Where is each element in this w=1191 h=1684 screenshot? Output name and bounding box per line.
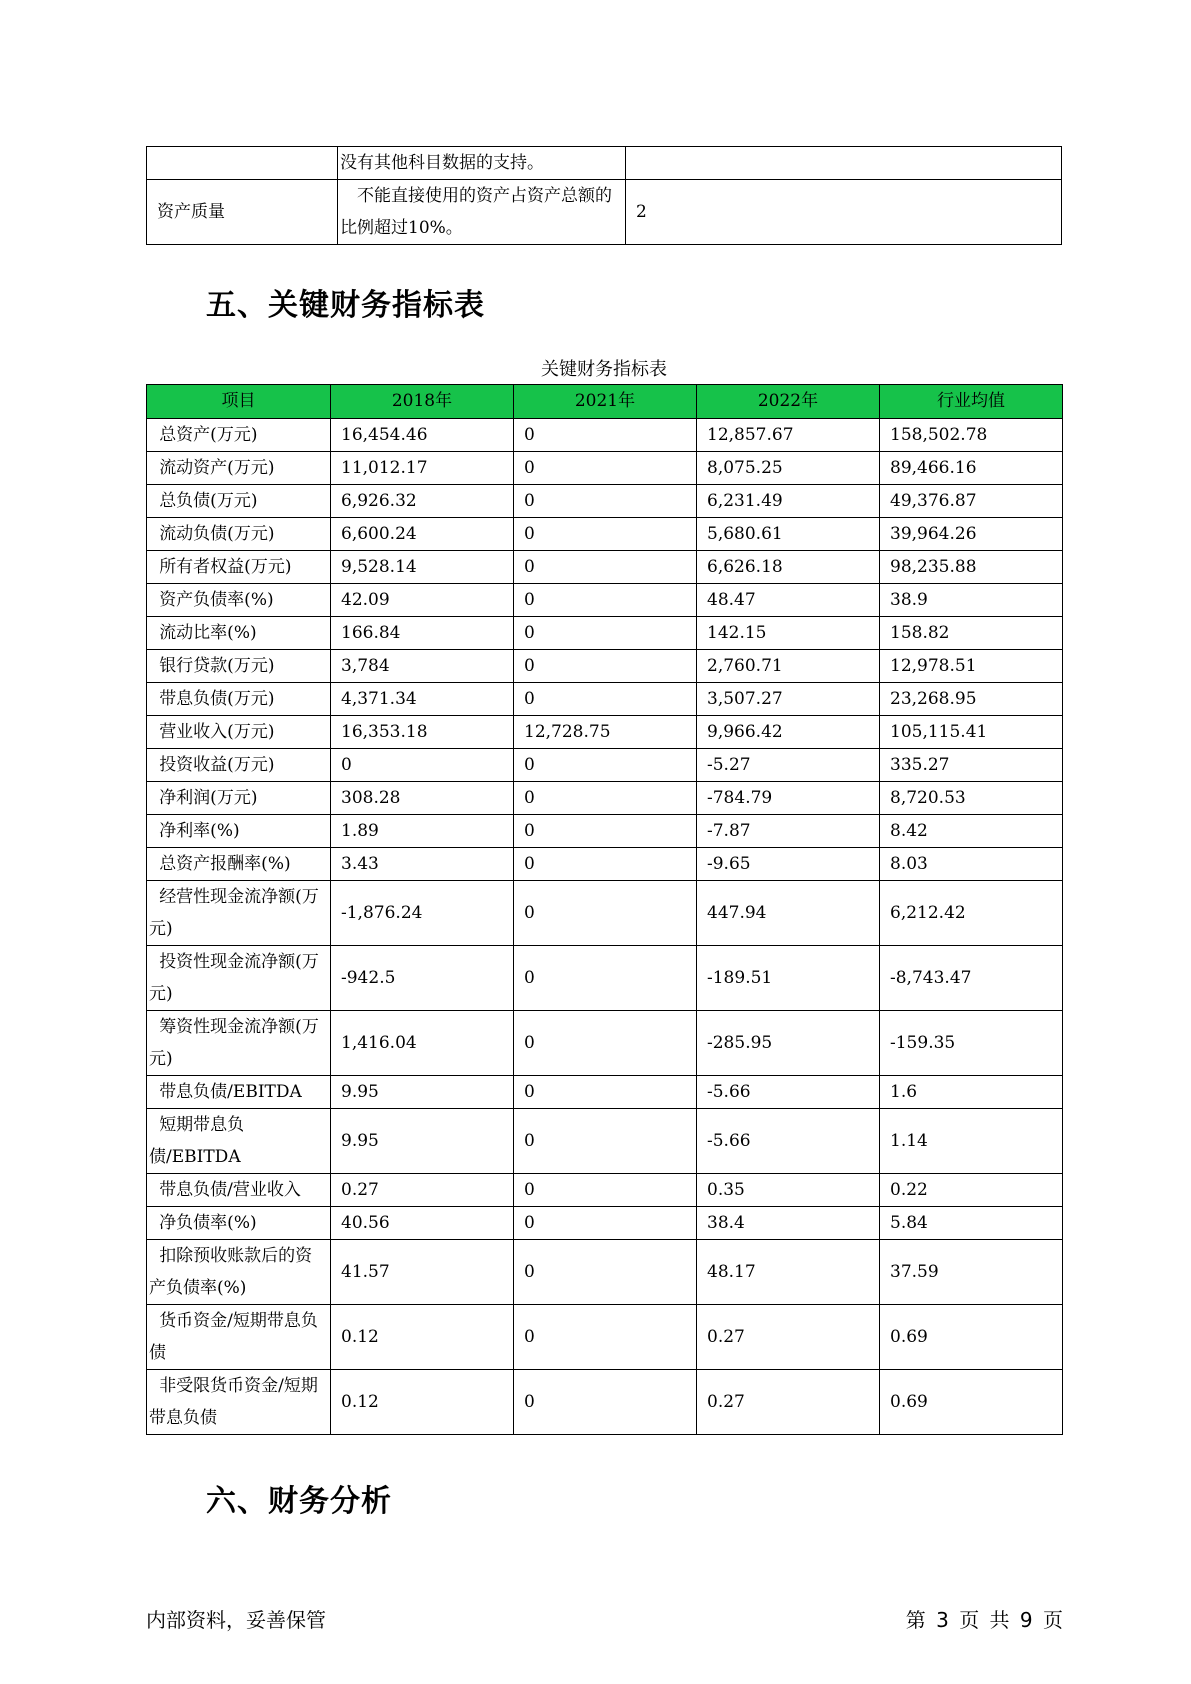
row-label: 扣除预收账款后的资产负债率(%) [147, 1240, 331, 1305]
table-row [147, 1207, 1063, 1240]
table-cell: 41.57 [331, 1240, 514, 1305]
table-row [147, 848, 1063, 881]
row-label: 流动资产(万元) [147, 452, 331, 485]
column-header: 2021年 [514, 385, 697, 419]
table-row [147, 749, 1063, 782]
row-label: 流动负债(万元) [147, 518, 331, 551]
table-row [147, 1174, 1063, 1207]
table-cell: 16,353.18 [331, 716, 514, 749]
table-cell: 9,966.42 [697, 716, 880, 749]
table-cell: 0 [514, 1240, 697, 1305]
table-cell: 308.28 [331, 782, 514, 815]
table-cell: -7.87 [697, 815, 880, 848]
table-cell: 0 [514, 452, 697, 485]
table-cell: 0 [514, 683, 697, 716]
table-cell: 0 [514, 1109, 697, 1174]
table-cell: 0 [514, 1370, 697, 1435]
table-cell: 9,528.14 [331, 551, 514, 584]
table-cell: -285.95 [697, 1011, 880, 1076]
table-cell: 0.69 [880, 1370, 1063, 1435]
table-cell: 38.4 [697, 1207, 880, 1240]
table-cell: 0.27 [331, 1174, 514, 1207]
table-caption: 关键财务指标表 [541, 359, 667, 380]
table-cell: 2,760.71 [697, 650, 880, 683]
table-cell: 158.82 [880, 617, 1063, 650]
table-cell: 37.59 [880, 1240, 1063, 1305]
table-cell: 6,231.49 [697, 485, 880, 518]
table-cell: 6,626.18 [697, 551, 880, 584]
table-cell: 6,926.32 [331, 485, 514, 518]
table-cell: 0 [514, 485, 697, 518]
table-cell: 0 [514, 1174, 697, 1207]
row-label: 带息负债(万元) [147, 683, 331, 716]
row-label: 总负债(万元) [147, 485, 331, 518]
table-cell: -5.66 [697, 1109, 880, 1174]
table-cell: 98,235.88 [880, 551, 1063, 584]
table-row [147, 716, 1063, 749]
table-cell: 0.12 [331, 1370, 514, 1435]
table-cell: 4,371.34 [331, 683, 514, 716]
table-cell: 6,600.24 [331, 518, 514, 551]
row-label: 营业收入(万元) [147, 716, 331, 749]
table-cell: 0 [514, 1011, 697, 1076]
table-cell: 49,376.87 [880, 485, 1063, 518]
table-cell: 0 [514, 848, 697, 881]
row-label: 总资产(万元) [147, 419, 331, 452]
table-cell: 8,720.53 [880, 782, 1063, 815]
table-cell: 0.35 [697, 1174, 880, 1207]
table-cell: 8.42 [880, 815, 1063, 848]
table-row [147, 551, 1063, 584]
row-label: 投资收益(万元) [147, 749, 331, 782]
table-cell: 0 [514, 1207, 697, 1240]
table-cell: 1,416.04 [331, 1011, 514, 1076]
table-cell: 0.12 [331, 1305, 514, 1370]
table-cell: 0 [514, 584, 697, 617]
row-label: 银行贷款(万元) [147, 650, 331, 683]
row-label: 净利润(万元) [147, 782, 331, 815]
row-label: 总资产报酬率(%) [147, 848, 331, 881]
table-cell: 1.14 [880, 1109, 1063, 1174]
table-row [147, 584, 1063, 617]
table-cell: 142.15 [697, 617, 880, 650]
table-cell: 0 [514, 749, 697, 782]
table-row [147, 1076, 1063, 1109]
table-cell: 105,115.41 [880, 716, 1063, 749]
row-label: 资产负债率(%) [147, 584, 331, 617]
table-cell: 12,978.51 [880, 650, 1063, 683]
table-cell: 0 [514, 946, 697, 1011]
page-number: 第 3 页 共 9 页 [905, 1608, 1063, 1632]
table-cell: 0 [514, 815, 697, 848]
column-header: 行业均值 [880, 385, 1063, 419]
table-row [147, 180, 1062, 245]
table-cell: 1.89 [331, 815, 514, 848]
table-cell: 8,075.25 [697, 452, 880, 485]
table-cell: 3,784 [331, 650, 514, 683]
table-cell: 0 [514, 881, 697, 946]
table-cell: 0 [514, 1305, 697, 1370]
table-cell: 5,680.61 [697, 518, 880, 551]
section-heading: 五、关键财务指标表 [206, 288, 485, 323]
table-cell [626, 147, 1062, 180]
table-cell: 6,212.42 [880, 881, 1063, 946]
table-cell: 166.84 [331, 617, 514, 650]
table-cell: -5.27 [697, 749, 880, 782]
table-cell: -8,743.47 [880, 946, 1063, 1011]
table-row [147, 1011, 1063, 1076]
kpi-table [146, 384, 1063, 1435]
table-cell: 0 [331, 749, 514, 782]
table-cell: 0 [514, 518, 697, 551]
table-cell: 资产质量 [147, 180, 338, 245]
table-cell: -159.35 [880, 1011, 1063, 1076]
row-label: 货币资金/短期带息负债 [147, 1305, 331, 1370]
table-cell: 89,466.16 [880, 452, 1063, 485]
table-row [147, 650, 1063, 683]
table-row [147, 683, 1063, 716]
table-cell: -5.66 [697, 1076, 880, 1109]
table-cell: 158,502.78 [880, 419, 1063, 452]
table-cell: 没有其他科目数据的支持。 [338, 147, 626, 180]
table-row [147, 419, 1063, 452]
table-row [147, 1305, 1063, 1370]
table-cell: 0 [514, 419, 697, 452]
table-cell: 0 [514, 650, 697, 683]
table-cell: 5.84 [880, 1207, 1063, 1240]
table-cell: 447.94 [697, 881, 880, 946]
table-cell: -784.79 [697, 782, 880, 815]
table-row [147, 617, 1063, 650]
table-row [147, 452, 1063, 485]
row-label: 非受限货币资金/短期带息负债 [147, 1370, 331, 1435]
table-cell: 9.95 [331, 1076, 514, 1109]
table-cell [147, 147, 338, 180]
row-label: 投资性现金流净额(万元) [147, 946, 331, 1011]
table-cell: 8.03 [880, 848, 1063, 881]
table-cell: -9.65 [697, 848, 880, 881]
table-row [147, 815, 1063, 848]
section-heading: 六、财务分析 [206, 1484, 392, 1519]
row-label: 带息负债/EBITDA [147, 1076, 331, 1109]
row-label: 经营性现金流净额(万元) [147, 881, 331, 946]
table-cell: 23,268.95 [880, 683, 1063, 716]
table-cell: 2 [626, 180, 1062, 245]
table-cell: 3.43 [331, 848, 514, 881]
row-label: 流动比率(%) [147, 617, 331, 650]
table-cell: 38.9 [880, 584, 1063, 617]
table-row [147, 881, 1063, 946]
column-header: 2018年 [331, 385, 514, 419]
table-cell: 0.69 [880, 1305, 1063, 1370]
table-cell: 48.17 [697, 1240, 880, 1305]
table-row [147, 1109, 1063, 1174]
table-cell: 0 [514, 1076, 697, 1109]
row-label: 净利率(%) [147, 815, 331, 848]
column-header: 2022年 [697, 385, 880, 419]
row-label: 所有者权益(万元) [147, 551, 331, 584]
table-cell: 不能直接使用的资产占资产总额的比例超过10%。 [338, 180, 626, 245]
table-cell: 1.6 [880, 1076, 1063, 1109]
table-row [147, 518, 1063, 551]
table-cell: 40.56 [331, 1207, 514, 1240]
table-cell: 16,454.46 [331, 419, 514, 452]
row-label: 短期带息负债/EBITDA [147, 1109, 331, 1174]
table-cell: 3,507.27 [697, 683, 880, 716]
table-cell: 9.95 [331, 1109, 514, 1174]
previous-table [146, 146, 1062, 245]
table-row [147, 485, 1063, 518]
table-cell: 0.27 [697, 1370, 880, 1435]
table-row [147, 782, 1063, 815]
table-cell: 12,728.75 [514, 716, 697, 749]
table-cell: -942.5 [331, 946, 514, 1011]
row-label: 净负债率(%) [147, 1207, 331, 1240]
table-cell: -189.51 [697, 946, 880, 1011]
table-row [147, 1240, 1063, 1305]
row-label: 筹资性现金流净额(万元) [147, 1011, 331, 1076]
table-cell: 0 [514, 551, 697, 584]
table-cell: 0 [514, 617, 697, 650]
table-cell: 39,964.26 [880, 518, 1063, 551]
column-header: 项目 [147, 385, 331, 419]
table-cell: 335.27 [880, 749, 1063, 782]
table-cell: 11,012.17 [331, 452, 514, 485]
table-row [147, 147, 1062, 180]
table-row [147, 1370, 1063, 1435]
table-cell: 48.47 [697, 584, 880, 617]
footer-note: 内部资料，妥善保管 [146, 1608, 326, 1632]
table-cell: 0 [514, 782, 697, 815]
table-cell: 0.27 [697, 1305, 880, 1370]
table-cell: 0.22 [880, 1174, 1063, 1207]
table-cell: 12,857.67 [697, 419, 880, 452]
table-header-row [147, 385, 1063, 419]
row-label: 带息负债/营业收入 [147, 1174, 331, 1207]
table-cell: 42.09 [331, 584, 514, 617]
table-row [147, 946, 1063, 1011]
table-cell: -1,876.24 [331, 881, 514, 946]
